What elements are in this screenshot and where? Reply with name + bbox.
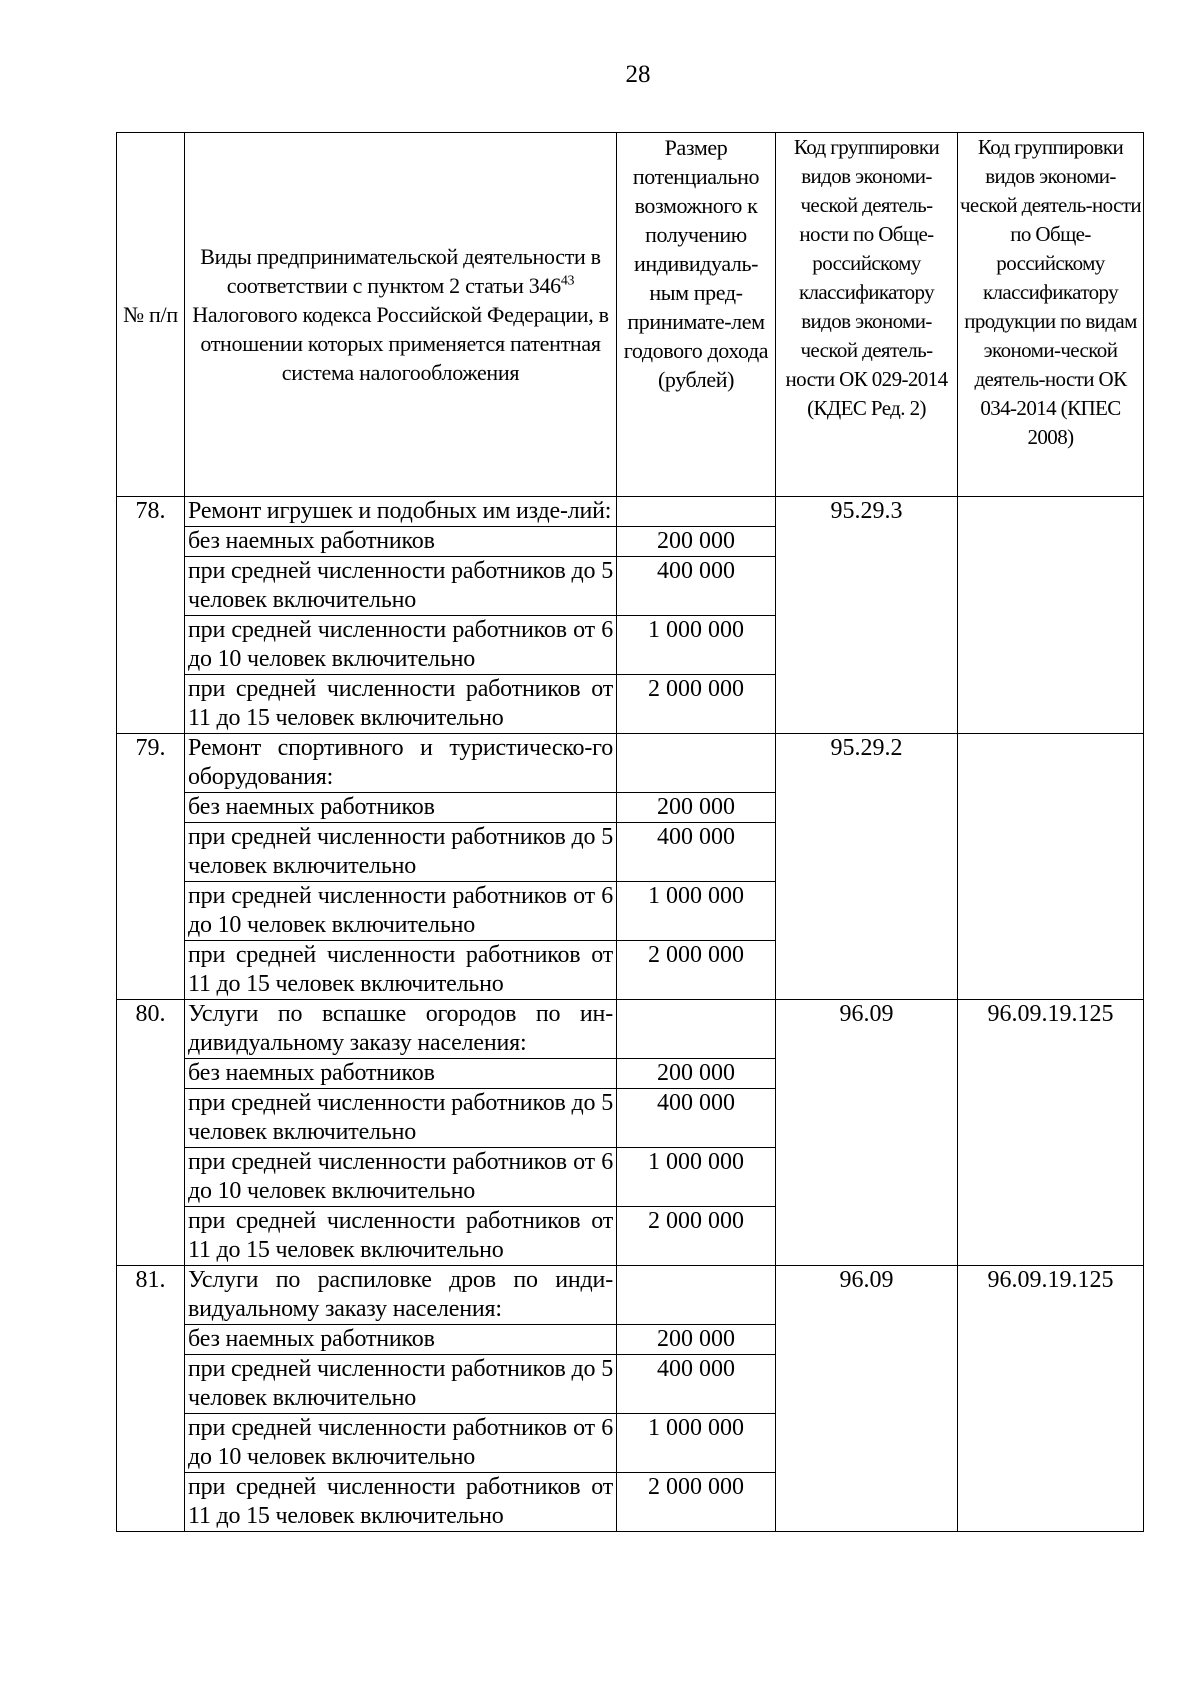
staff-condition: при средней численности работников от 11 до 15 человек включительно: [185, 1207, 617, 1266]
header-activity-tail: Налогового кодекса Российской Федерации, в отношении которых применяется патентная система налогообложения: [192, 302, 609, 385]
staff-condition: при средней численности работников от 11 до 15 человек включительно: [185, 941, 617, 1000]
income-value: 400 000: [617, 1355, 776, 1414]
table-header-row: [117, 133, 1144, 497]
okpd-code: 96.09.19.125: [958, 1266, 1144, 1532]
staff-condition: без наемных работников: [185, 527, 617, 557]
staff-condition: при средней численности работников от 11 до 15 человек включительно: [185, 675, 617, 734]
income-value: 400 000: [617, 557, 776, 616]
income-empty-cell: [617, 734, 776, 793]
income-value: 1 000 000: [617, 1414, 776, 1473]
row-number: 79.: [117, 734, 185, 1000]
staff-condition: при средней численности работников от 6 до 10 человек включительно: [185, 882, 617, 941]
income-value: 2 000 000: [617, 941, 776, 1000]
income-value: 2 000 000: [617, 1473, 776, 1532]
staff-condition: без наемных работников: [185, 793, 617, 823]
table-row: [117, 1000, 1144, 1059]
activity-title: Ремонт игрушек и подобных им изде-лий:: [185, 497, 617, 527]
table-body: [117, 497, 1144, 1532]
okved-code: 96.09: [776, 1266, 958, 1532]
income-value: 200 000: [617, 1059, 776, 1089]
okved-code: 95.29.2: [776, 734, 958, 1000]
income-value: 400 000: [617, 1089, 776, 1148]
income-value: 400 000: [617, 823, 776, 882]
header-okved-code: Код группировки видов экономи-ческой деятель-ности по Обще-российскому классификатору видов экономи-ческой деятель-ности ОК 029-2014 (КДЕС Ред. 2): [776, 133, 958, 497]
table-row: [117, 734, 1144, 793]
header-activity: [185, 133, 617, 497]
header-income-size: Размер потенциально возможного к получению индивидуаль-ным пред-принимате-лем годового дохода (рублей): [617, 133, 776, 497]
income-value: 1 000 000: [617, 1148, 776, 1207]
activity-title: Услуги по распиловке дров по инди-видуальному заказу населения:: [185, 1266, 617, 1325]
okved-code: 95.29.3: [776, 497, 958, 734]
income-empty-cell: [617, 1266, 776, 1325]
income-value: 200 000: [617, 527, 776, 557]
header-okpd-code: Код группировки видов экономи-ческой деятель-ности по Обще-российскому классификатору продукции по видам экономи-ческой деятель-ности ОК 034-2014 (КПЕС 2008): [958, 133, 1144, 497]
header-activity-text: Виды предпринимательской деятельности в соответствии с пунктом 2 статьи 346: [200, 244, 601, 298]
staff-condition: при средней численности работников от 6 до 10 человек включительно: [185, 1414, 617, 1473]
income-empty-cell: [617, 1000, 776, 1059]
row-number: 81.: [117, 1266, 185, 1532]
okpd-code: [958, 497, 1144, 734]
table-row: [117, 1266, 1144, 1325]
income-value: 2 000 000: [617, 1207, 776, 1266]
okpd-code: 96.09.19.125: [958, 1000, 1144, 1266]
staff-condition: при средней численности работников до 5 человек включительно: [185, 557, 617, 616]
table-row: [117, 497, 1144, 527]
income-empty-cell: [617, 497, 776, 527]
staff-condition: без наемных работников: [185, 1059, 617, 1089]
staff-condition: при средней численности работников от 6 до 10 человек включительно: [185, 616, 617, 675]
staff-condition: при средней численности работников от 11 до 15 человек включительно: [185, 1473, 617, 1532]
okpd-code: [958, 734, 1144, 1000]
row-number: 80.: [117, 1000, 185, 1266]
row-number: 78.: [117, 497, 185, 734]
staff-condition: при средней численности работников до 5 человек включительно: [185, 1355, 617, 1414]
income-value: 200 000: [617, 793, 776, 823]
staff-condition: при средней численности работников до 5 человек включительно: [185, 1089, 617, 1148]
page-number: 28: [625, 61, 651, 88]
activity-title: Услуги по вспашке огородов по ин-дивидуальному заказу населения:: [185, 1000, 617, 1059]
staff-condition: при средней численности работников до 5 человек включительно: [185, 823, 617, 882]
activity-table: [116, 132, 1144, 1532]
activity-title: Ремонт спортивного и туристическо-го оборудования:: [185, 734, 617, 793]
income-value: 2 000 000: [617, 675, 776, 734]
income-value: 1 000 000: [617, 616, 776, 675]
income-value: 200 000: [617, 1325, 776, 1355]
okved-code: 96.09: [776, 1000, 958, 1266]
staff-condition: без наемных работников: [185, 1325, 617, 1355]
income-value: 1 000 000: [617, 882, 776, 941]
header-activity-sup: 43: [560, 273, 575, 289]
header-number: № п/п: [117, 133, 185, 497]
staff-condition: при средней численности работников от 6 до 10 человек включительно: [185, 1148, 617, 1207]
